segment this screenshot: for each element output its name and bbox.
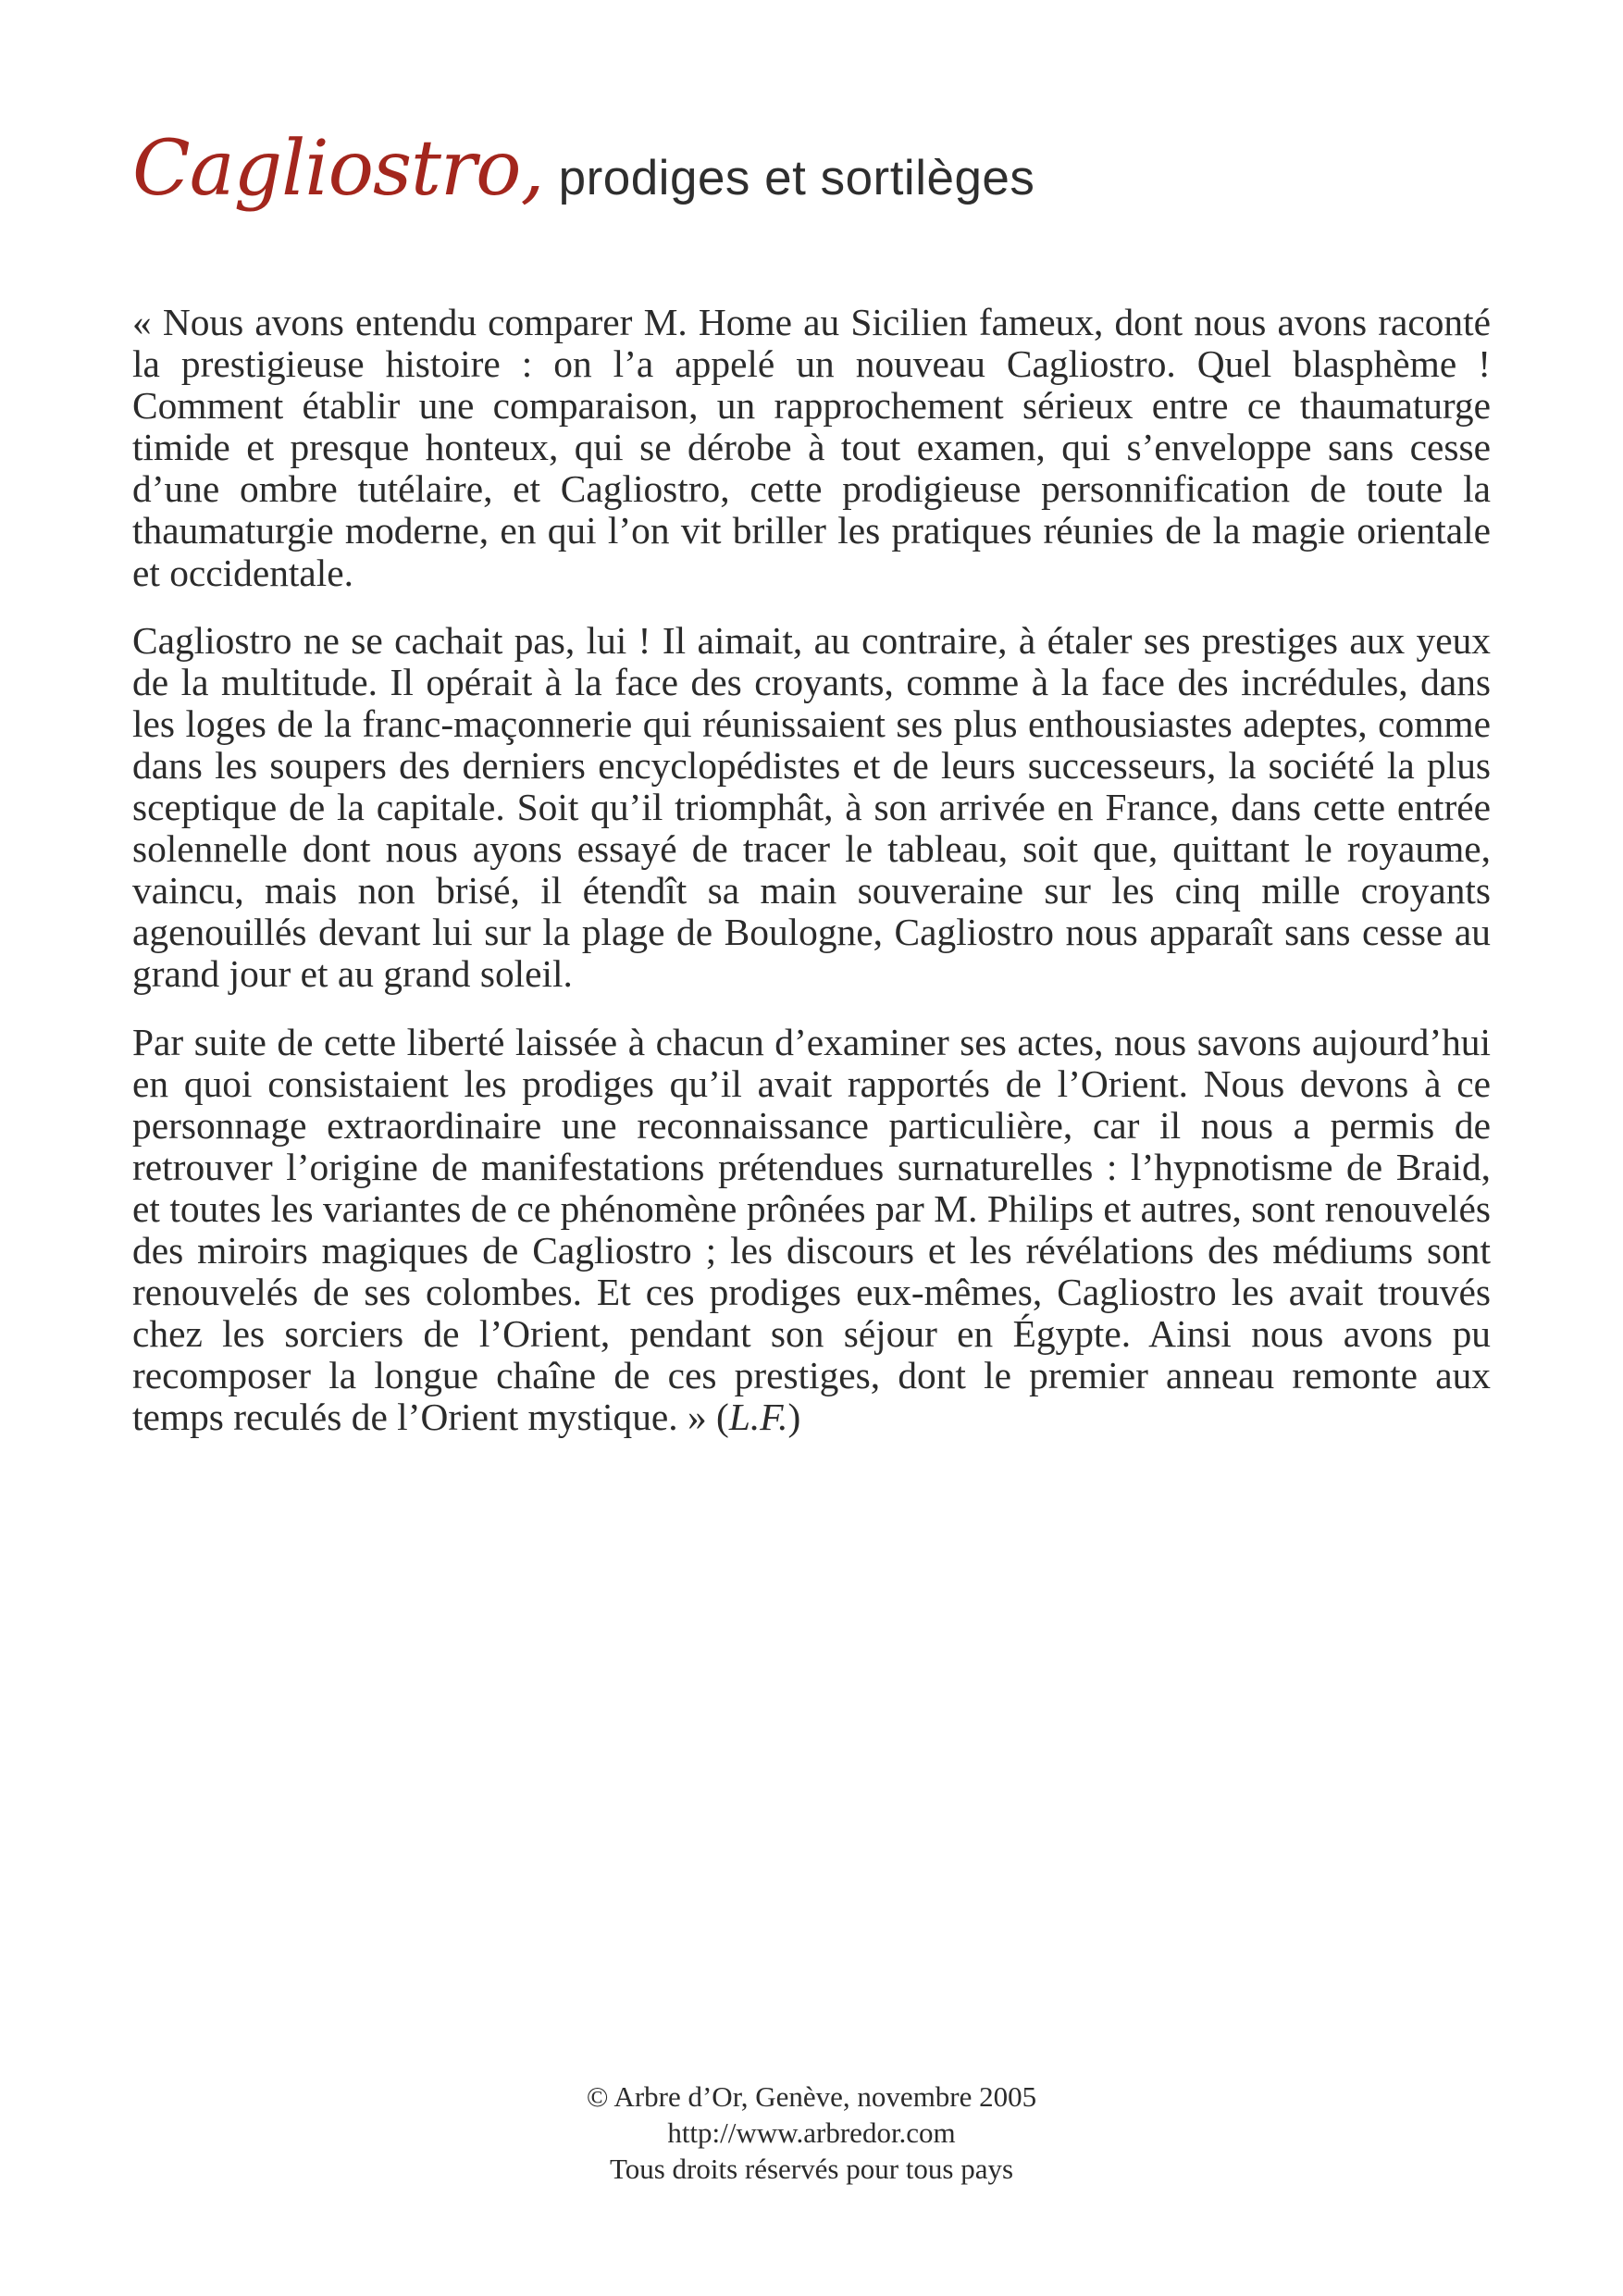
paragraph-3-text: Par suite de cette liberté laissée à chacun d’examiner ses actes, nous savons aujourd’hui en quoi consistaient les prodiges qu’il avait rapportés de l’Orient. Nous devons à ce personnage extraordinaire une reconnaissance particulière, car il nous a permis de retrouver l’origine de manifestations prétendues surnaturelles : l’hypnotisme de Braid, et toutes les variantes de ce phénomène prônées par M. Philips et autres, sont renouvelés des miroirs magiques de Cagliostro ; les discours et les révélations des médiums sont renouvelés de ses colombes. Et ces prodiges eux-mêmes, Cagliostro les avait trouvés chez les sorciers de l’Orient, pendant son séjour en Égypte. Ainsi nous avons pu recomposer la longue chaîne de ces prestiges, dont le premier anneau remonte aux temps reculés de l’Orient mystique. » — [132, 1020, 1491, 1439]
title-subtitle: prodiges et sortilèges — [558, 151, 1035, 205]
footer — [0, 2079, 1623, 2187]
footer-rights: Tous droits réservés pour tous pays — [609, 2153, 1014, 2185]
footer-copyright: © Arbre d’Or, Genève, novembre 2005 — [586, 2080, 1037, 2113]
paragraph-2: Cagliostro ne se cachait pas, lui ! Il aimait, au contraire, à étaler ses prestiges aux yeux de la multitude. Il opérait à la face des croyants, comme à la face des incrédules, dans les loges de la franc-maçonnerie qui réunissaient ses plus enthousiastes adeptes, comme dans les soupers des derniers encyclopédistes et de leurs successeurs, la société la plus sceptique de la capitale. Soit qu’il triomphât, à son arrivée en France, dans cette entrée solennelle dont nous ayons essayé de tracer le tableau, soit que, quittant le royaume, vaincu, mais non brisé, il étendît sa main souveraine sur les cinq mille croyants agenouillés devant lui sur la plage de Boulogne, Cagliostro nous apparaît sans cesse au grand jour et au grand soleil. — [132, 618, 1491, 996]
citation-open-paren: ( — [706, 1396, 729, 1439]
paragraph-3 — [132, 1022, 1491, 1439]
citation-close-paren: ) — [787, 1396, 801, 1439]
footer-url[interactable]: http://www.arbredor.com — [667, 2116, 956, 2149]
title-script-word: Cagliostro, — [132, 125, 544, 213]
citation-initials: L.F. — [728, 1396, 788, 1439]
paragraph-1: « Nous avons entendu comparer M. Home au Sicilien fameux, dont nous avons raconté la prestigieuse histoire : on l’a appelé un nouveau Cagliostro. Quel blasphème ! Comment établir une comparaison, un rapprochement sérieux entre ce thaumaturge timide et presque honteux, qui se dérobe à tout examen, qui s’enveloppe sans cesse d’une ombre tutélaire, et Cagliostro, cette prodigieuse personnification de toute la thaumaturgie moderne, en qui l’on vit briller les pratiques réunies de la magie orientale et occidentale. — [132, 301, 1491, 594]
page-title — [132, 125, 1035, 213]
body-text — [132, 302, 1491, 1464]
